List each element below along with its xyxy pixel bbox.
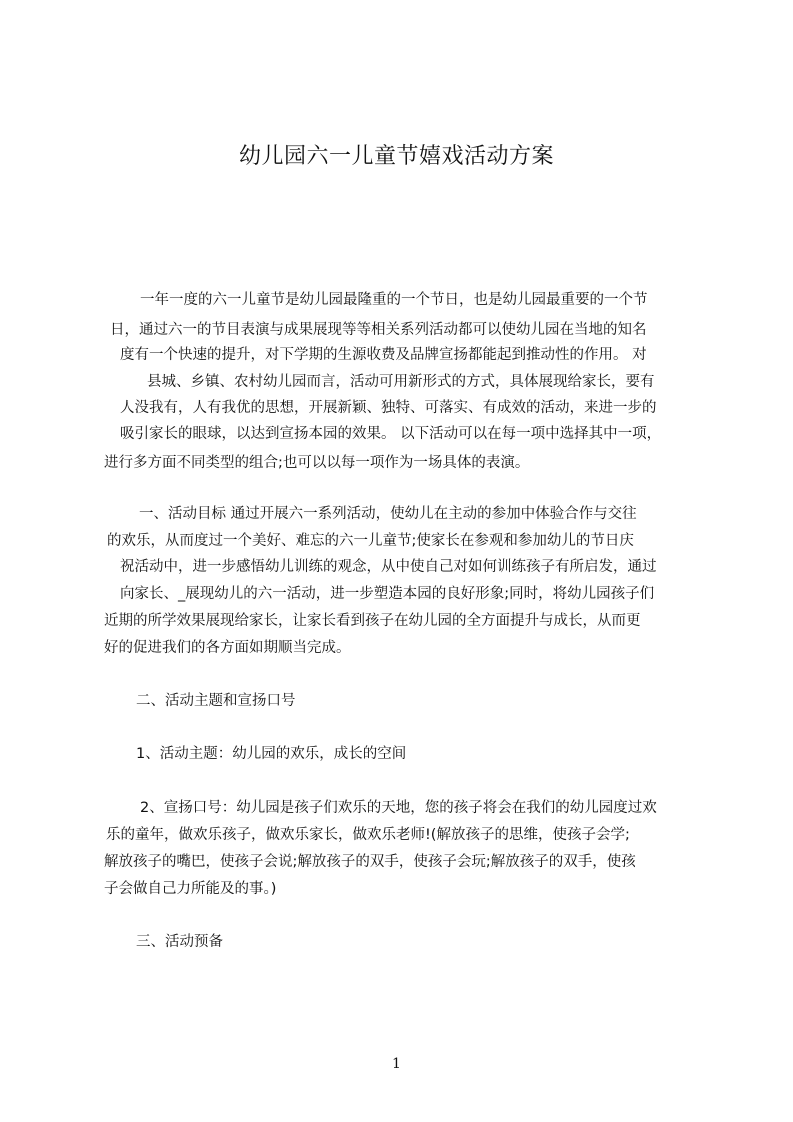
paragraph-1-line-5: 人没我有，人有我优的思想，开展新颖、独特、可落实、有成效的活动，来进一步的 bbox=[120, 400, 657, 416]
slogan-line-3: 解放孩子的嘴巴，使孩子会说;解放孩子的双手，使孩子会玩;解放孩子的双手，使孩 bbox=[104, 854, 636, 870]
paragraph-1-line-1: 一年一度的六一儿童节是幼儿园最隆重的一个节日，也是幼儿园最重要的一个节 bbox=[140, 292, 648, 308]
document-title: 幼儿园六一儿童节嬉戏活动方案 bbox=[238, 144, 554, 169]
slogan-line-4: 子会做自己力所能及的事。) bbox=[104, 881, 277, 897]
paragraph-2-line-4: 向家长、_展现幼儿的六一活动，进一步塑造本园的良好形象;同时，将幼儿园孩子们 bbox=[120, 586, 655, 602]
slogan-line-2: 乐的童年，做欢乐孩子，做欢乐家长，做欢乐老师!(解放孩子的思维，使孩子会学; bbox=[106, 827, 630, 843]
slogan-line-1: 2、宣扬口号：幼儿园是孩子们欢乐的天地，您的孩子将会在我们的幼儿园度过欢 bbox=[140, 800, 657, 816]
paragraph-2-line-2: 的欢乐，从而度过一个美好、难忘的六一儿童节;使家长在参观和参加幼儿的节日庆 bbox=[107, 533, 634, 549]
section-heading-2: 二、活动主题和宣扬口号 bbox=[136, 693, 296, 709]
page-number: 1 bbox=[392, 1056, 401, 1072]
section-heading-3: 三、活动预备 bbox=[136, 934, 223, 950]
paragraph-2-line-6: 好的促进我们的各方面如期顺当完成。 bbox=[104, 640, 351, 656]
paragraph-1-line-3: 度有一个快速的提升，对下学期的生源收费及品牌宣扬都能起到推动性的作用。 对 bbox=[120, 347, 647, 363]
activity-theme: 1、活动主题：幼儿园的欢乐，成长的空间 bbox=[136, 746, 407, 762]
paragraph-1-line-6: 吸引家长的眼球，以达到宣扬本园的效果。 以下活动可以在每一项中选择其中一项， bbox=[120, 426, 662, 442]
paragraph-1-line-7: 进行多方面不同类型的组合;也可以以每一项作为一场具体的表演。 bbox=[104, 455, 530, 471]
paragraph-1-line-2: 日，通过六一的节目表演与成果展现等等相关系列活动都可以使幼儿园在当地的知名 bbox=[110, 322, 647, 338]
paragraph-2-line-3: 祝活动中，进一步感悟幼儿训练的观念，从中使自己对如何训练孩子有所启发，通过 bbox=[120, 559, 657, 575]
paragraph-2-line-1: 一、活动目标 通过开展六一系列活动，使幼儿在主动的参加中体验合作与交往 bbox=[139, 506, 637, 522]
paragraph-1-line-4: 县城、乡镇、农村幼儿园而言，活动可用新形式的方式，具体展现给家长，要有 bbox=[147, 374, 655, 390]
paragraph-2-line-5: 近期的所学效果展现给家长，让家长看到孩子在幼儿园的全方面提升与成长，从而更 bbox=[104, 613, 641, 629]
